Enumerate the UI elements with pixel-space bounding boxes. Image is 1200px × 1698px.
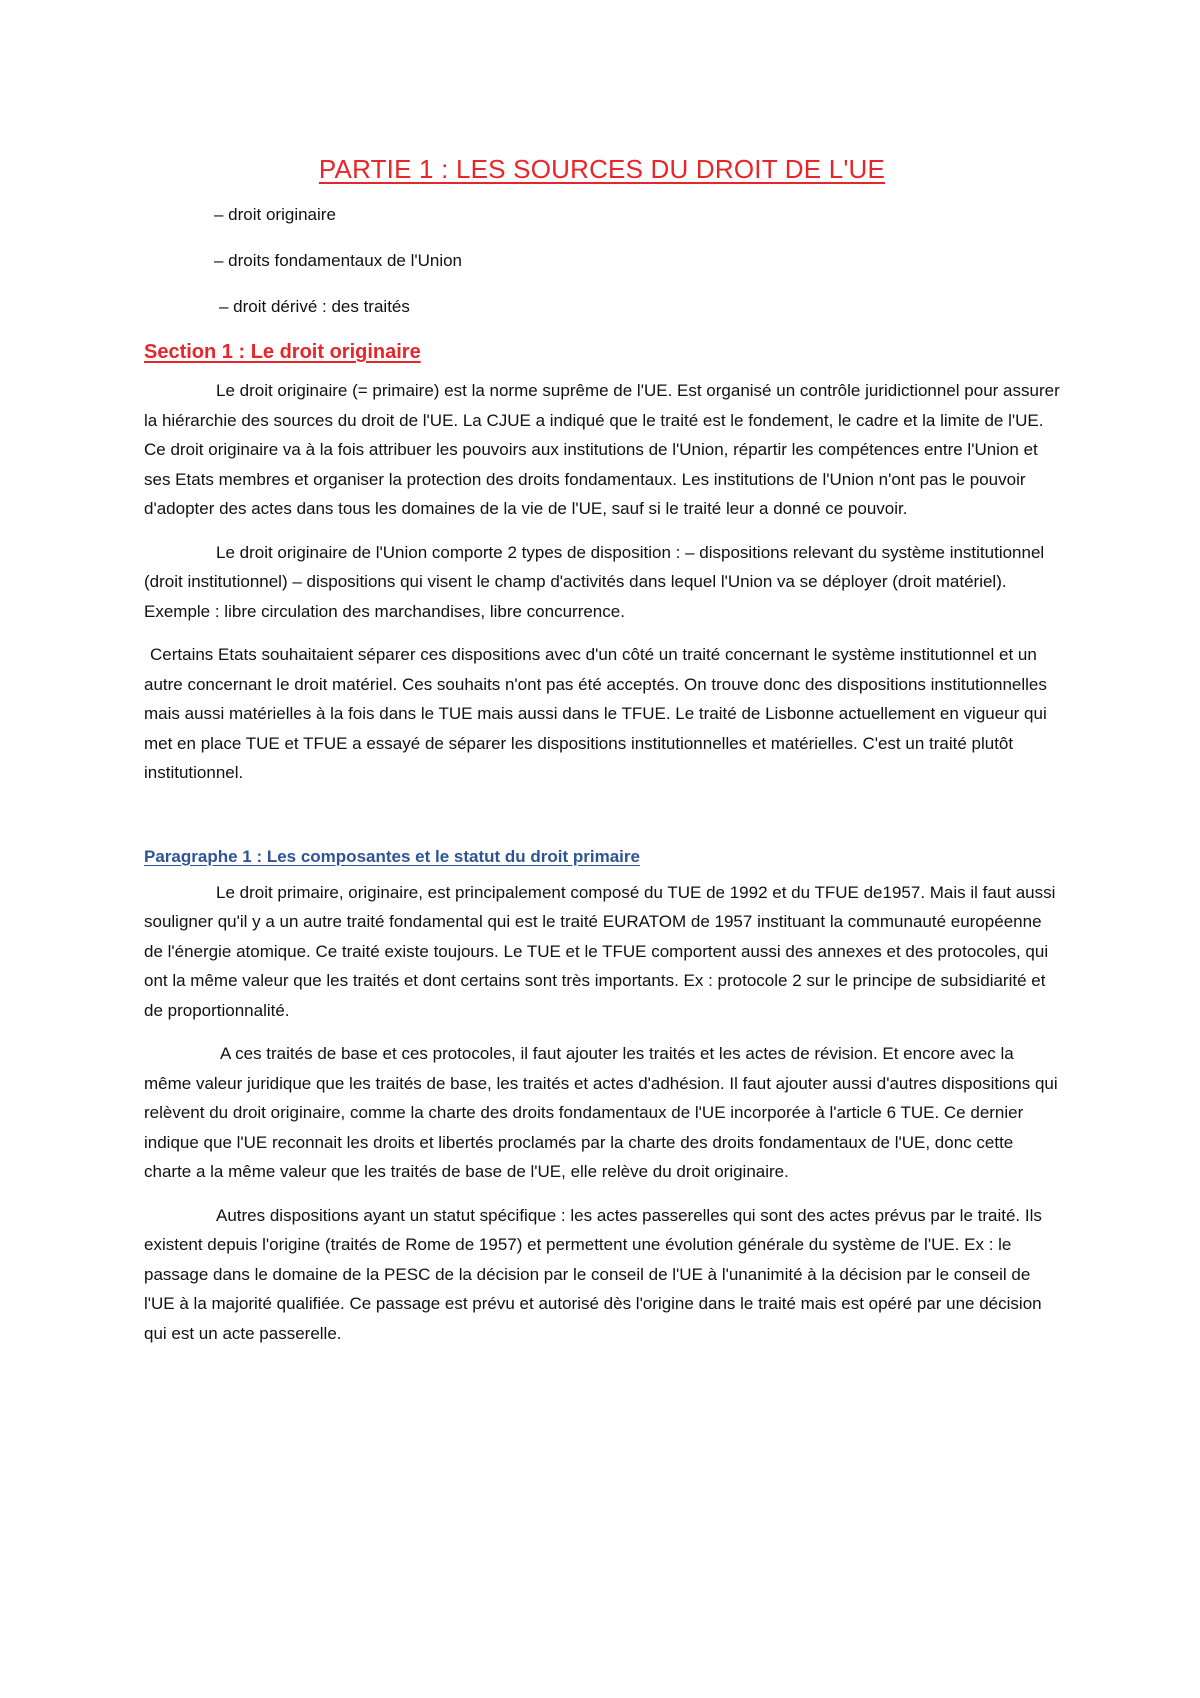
paragraph-1-text-1: Le droit primaire, originaire, est principalement composé du TUE de 1992 et du TFUE de1957. Mais il faut aussi souligner qu'il y a un autre traité fondamental qui est le traité EURATOM de 1957 instituant la communauté européenne de l'énergie atomique. Ce traité existe toujours. Le TUE et le TFUE comportent aussi des annexes et des protocoles, qui ont la même valeur que les traités et dont certains sont très importants. Ex : protocole 2 sur le principe de subsidiarité et de proportionnalité.	[144, 882, 1056, 1020]
outline-item-droit-derive: – droit dérivé : des traités	[219, 297, 410, 316]
section-1-heading: Section 1 : Le droit originaire	[144, 341, 421, 363]
document-title: PARTIE 1 : LES SOURCES DU DROIT DE L'UE	[318, 154, 886, 184]
paragraph-1-text-3: Autres dispositions ayant un statut spécifique : les actes passerelles qui sont des actes prévus par le traité. Ils existent depuis l'origine (traités de Rome de 1957) et permettent une évolution générale du système de l'UE. Ex : le passage dans le domaine de la PESC de la décision par le conseil de l'UE à l'unanimité à la décision par le conseil de l'UE à la majorité qualifiée. Ce passage est prévu et autorisé dès l'origine dans le traité mais est opéré par une décision qui est un acte passerelle.	[144, 1205, 1042, 1343]
outline-list	[144, 204, 1060, 318]
section-1-paragraph-2: Le droit originaire de l'Union comporte 2 types de disposition : – dispositions relevant du système institutionnel (droit institutionnel) – dispositions qui visent le champ d'activités dans lequel l'Union va se déployer (droit matériel). Exemple : libre circulation des marchandises, libre concurrence.	[144, 542, 1045, 621]
paragraph-1-heading: Paragraphe 1 : Les composantes et le statut du droit primaire	[144, 846, 640, 866]
outline-item-droit-originaire: – droit originaire	[214, 205, 336, 224]
paragraph-1-text-2: A ces traités de base et ces protocoles, il faut ajouter les traités et les actes de révision. Et encore avec la même valeur juridique que les traités de base, les traités et actes d'adhésion. Il faut ajouter aussi d'autres dispositions qui relèvent du droit originaire, comme la charte des droits fondamentaux de l'UE incorporée à l'article 6 TUE. Ce dernier indique que l'UE reconnait les droits et libertés proclamés par la charte des droits fondamentaux de l'UE, donc cette charte a la même valeur que les traités de base de l'UE, elle relève du droit originaire.	[144, 1044, 1058, 1181]
section-1-paragraph-1: Le droit originaire (= primaire) est la norme suprême de l'UE. Est organisé un contrôle juridictionnel pour assurer la hiérarchie des sources du droit de l'UE. La CJUE a indiqué que le traité est le fondement, le cadre et la limite de l'UE. Ce droit originaire va à la fois attribuer les pouvoirs aux institutions de l'Union, répartir les compétences entre l'Union et ses Etats membres et organiser la protection des droits fondamentaux. Les institutions de l'Union n'ont pas le pouvoir d'adopter des actes dans tous les domaines de la vie de l'UE, sauf si le traité leur a donné ce pouvoir.	[144, 381, 1060, 518]
section-1-paragraph-3: Certains Etats souhaitaient séparer ces dispositions avec d'un côté un traité concernant le système institutionnel et un autre concernant le droit matériel. Ces souhaits n'ont pas été acceptés. On trouve donc des dispositions institutionnelles mais aussi matérielles à la fois dans le TUE mais aussi dans le TFUE. Le traité de Lisbonne actuellement en vigueur qui met en place TUE et TFUE a essayé de séparer les dispositions institutionnelles et matérielles. C'est un traité plutôt institutionnel.	[144, 645, 1047, 782]
outline-item-droits-fondamentaux: – droits fondamentaux de l'Union	[214, 251, 463, 270]
